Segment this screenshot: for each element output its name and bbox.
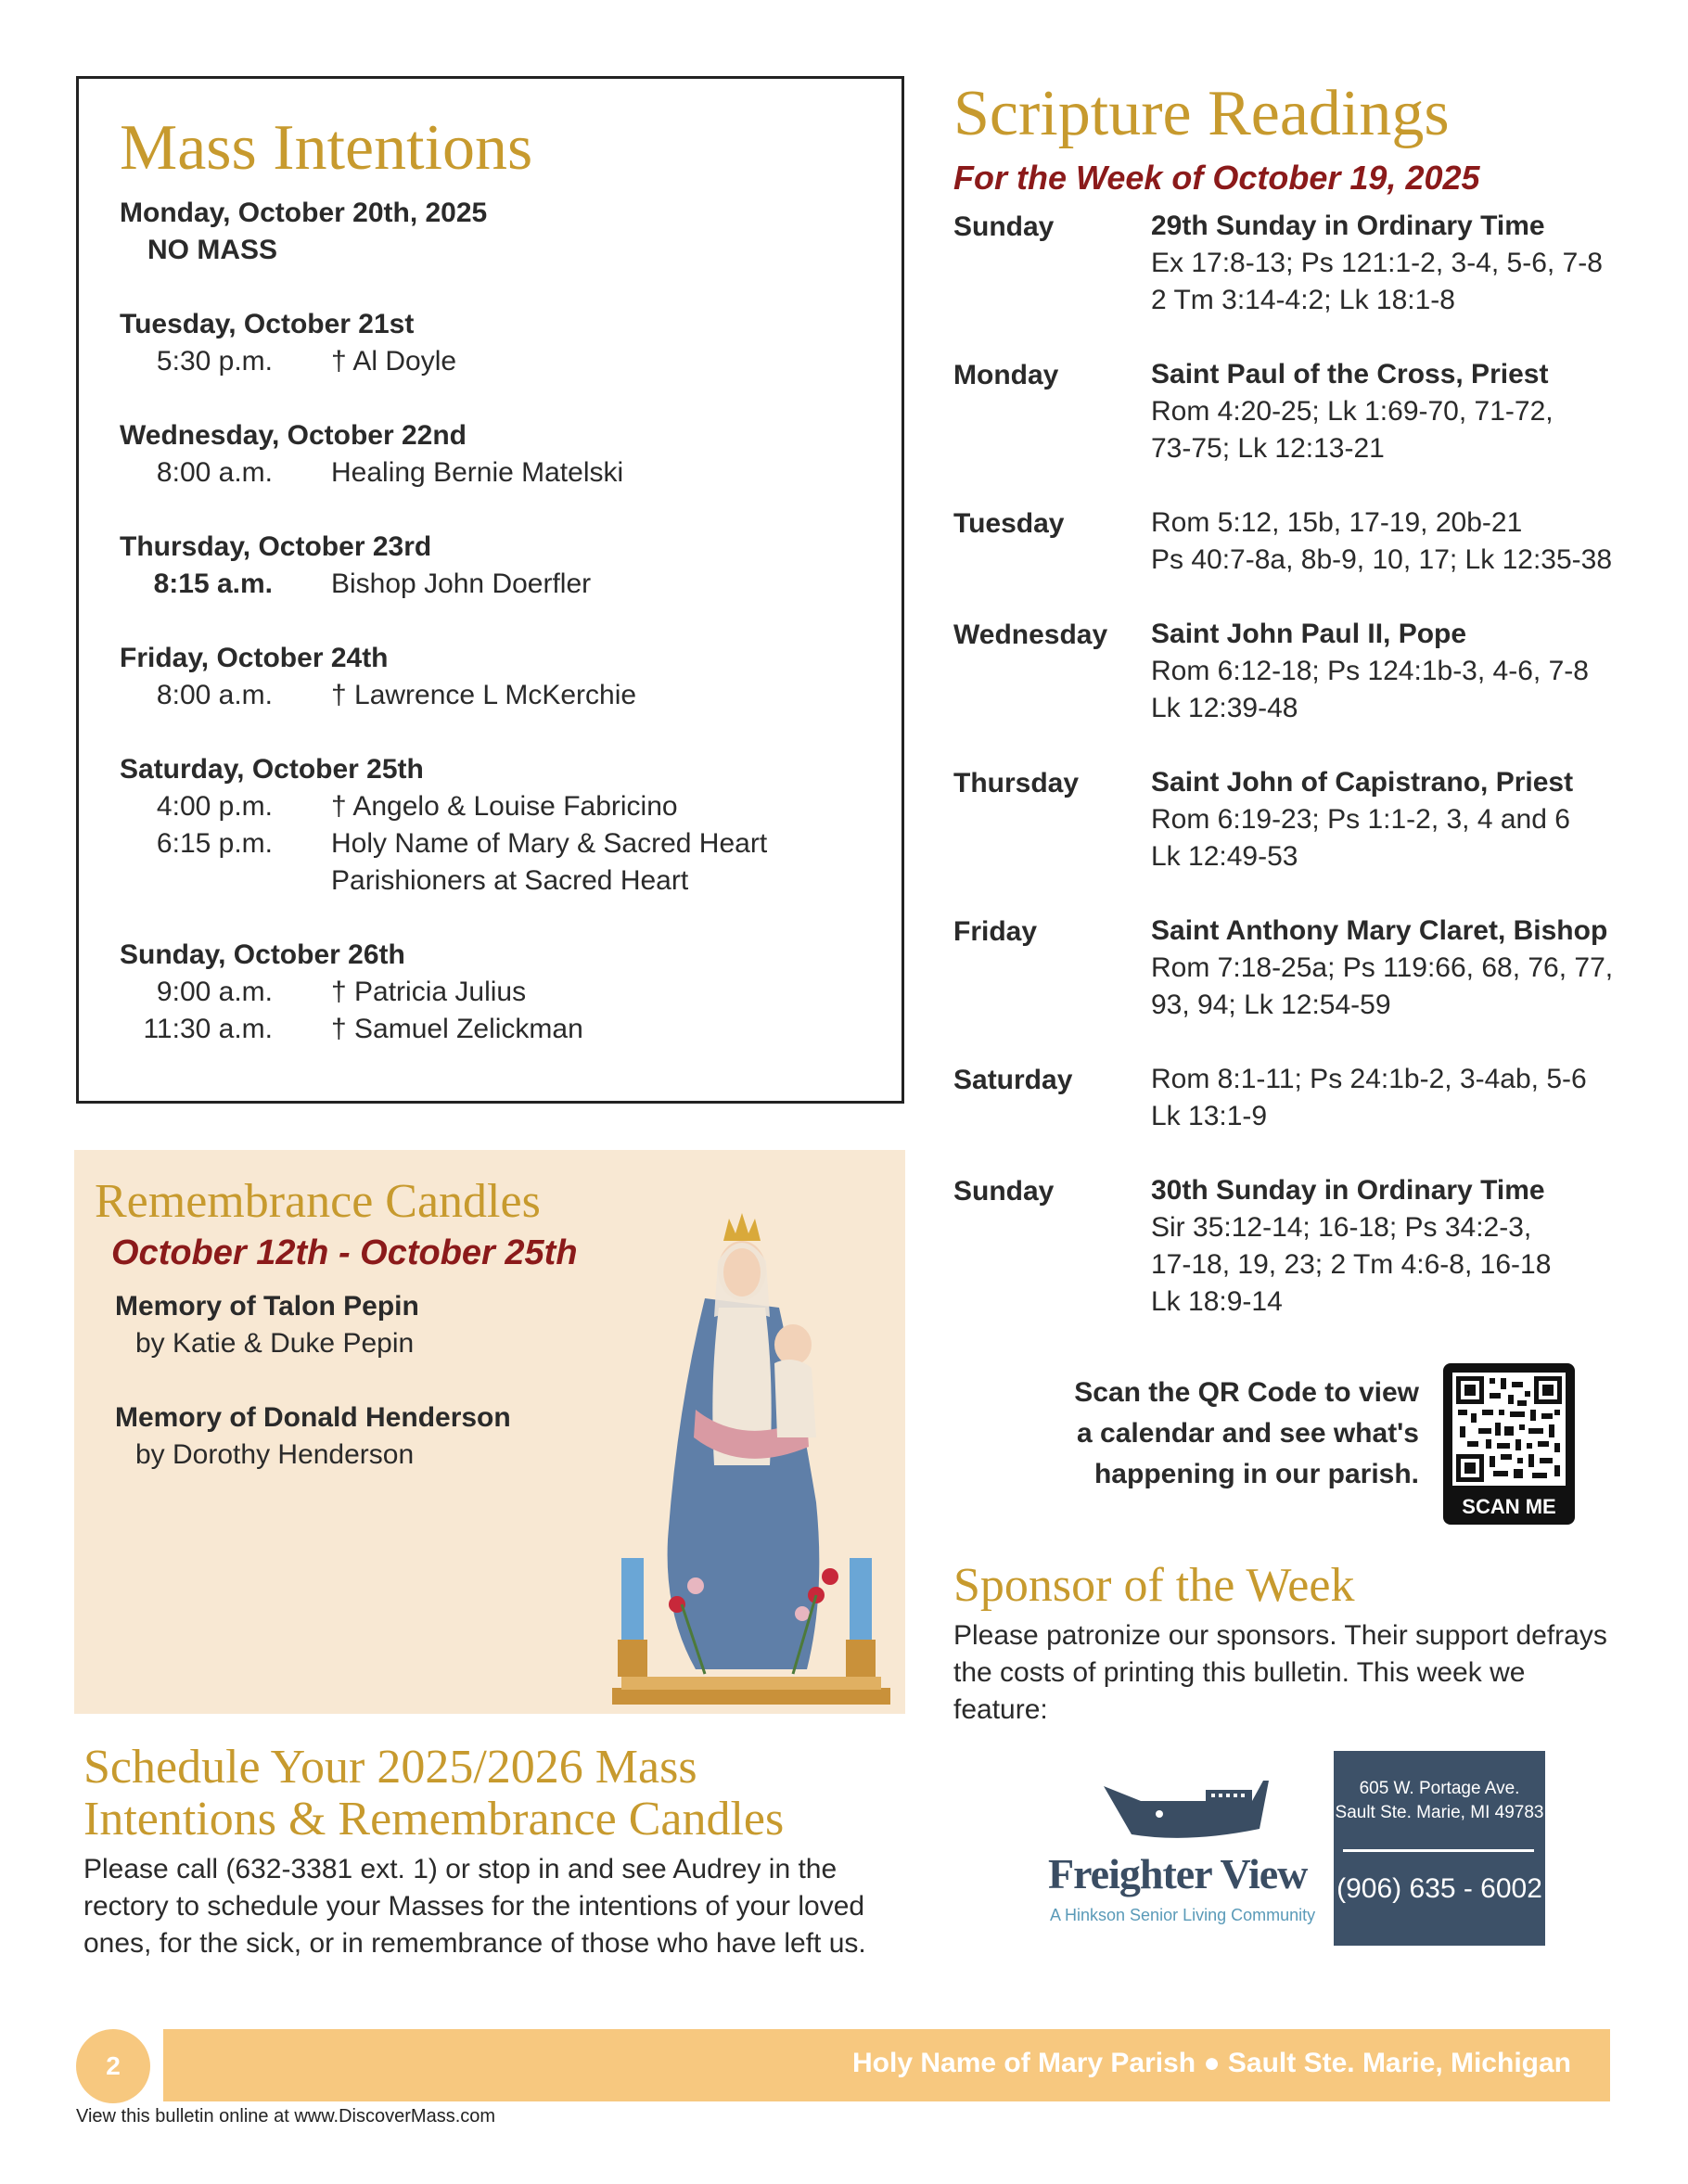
mass-intention: † Patricia Julius bbox=[331, 977, 527, 1007]
schedule-title-line1: Schedule Your 2025/2026 Mass bbox=[83, 1741, 697, 1794]
mass-day-label: Sunday, October 26th bbox=[120, 939, 405, 970]
scripture-day: Wednesday bbox=[953, 619, 1108, 650]
mass-intention: † Angelo & Louise Fabricino bbox=[331, 791, 678, 822]
scripture-feast: Saint John Paul II, Pope bbox=[1151, 619, 1467, 649]
scripture-reading: Lk 18:9-14 bbox=[1151, 1286, 1283, 1317]
mass-intentions-title: Mass Intentions bbox=[120, 112, 533, 184]
scripture-reading: Ps 40:7-8a, 8b-9, 10, 17; Lk 12:35-38 bbox=[1151, 544, 1613, 575]
scripture-reading: 93, 94; Lk 12:54-59 bbox=[1151, 990, 1391, 1020]
candle-memory-name: Memory of Donald Henderson bbox=[115, 1402, 511, 1433]
mass-time: 9:00 a.m. bbox=[156, 977, 273, 1007]
mass-day-label: Saturday, October 25th bbox=[120, 754, 424, 785]
footer-bar bbox=[163, 2029, 1610, 2101]
scripture-feast: 29th Sunday in Ordinary Time bbox=[1151, 211, 1545, 241]
mass-intention: † Al Doyle bbox=[331, 346, 457, 377]
scripture-reading: Lk 12:49-53 bbox=[1151, 841, 1298, 872]
mass-time: 8:15 a.m. bbox=[153, 568, 273, 599]
mass-intention: Holy Name of Mary & Sacred Heart bbox=[331, 828, 768, 859]
scripture-reading: Sir 35:12-14; 16-18; Ps 34:2-3, bbox=[1151, 1212, 1532, 1243]
scripture-day: Monday bbox=[953, 360, 1059, 390]
scripture-entry bbox=[1151, 356, 1652, 467]
scripture-reading: Rom 4:20-25; Lk 1:69-70, 71-72, bbox=[1151, 396, 1554, 427]
scripture-reading: Rom 6:12-18; Ps 124:1b-3, 4-6, 7-8 bbox=[1151, 656, 1589, 686]
sponsor-body: Please patronize our sponsors. Their support defrays the costs of printing this bulletin. This week we feature: bbox=[953, 1620, 1607, 1725]
schedule-title-line2: Intentions & Remembrance Candles bbox=[83, 1793, 785, 1846]
sponsor-contact-panel bbox=[1334, 1751, 1545, 1946]
sponsor-brand: Freighter View bbox=[1048, 1850, 1308, 1897]
mass-day-label: Thursday, October 23rd bbox=[120, 531, 432, 562]
candle-memory-by: by Katie & Duke Pepin bbox=[135, 1328, 415, 1359]
qr-caption-line: a calendar and see what's bbox=[1077, 1418, 1419, 1449]
sponsor-tagline: A Hinkson Senior Living Community bbox=[1050, 1906, 1316, 1924]
ship-icon bbox=[1104, 1773, 1271, 1847]
mass-intention: † Lawrence L McKerchie bbox=[331, 680, 637, 710]
mass-day-note: NO MASS bbox=[147, 235, 278, 265]
scripture-reading: 17-18, 19, 23; 2 Tm 4:6-8, 16-18 bbox=[1151, 1249, 1552, 1280]
mass-day-label: Monday, October 20th, 2025 bbox=[120, 198, 488, 228]
sponsor-title: Sponsor of the Week bbox=[953, 1559, 1355, 1612]
scripture-reading: Rom 5:12, 15b, 17-19, 20b-21 bbox=[1151, 507, 1523, 538]
scripture-title: Scripture Readings bbox=[953, 78, 1450, 149]
scripture-reading: Rom 8:1-11; Ps 24:1b-2, 3-4ab, 5-6 bbox=[1151, 1064, 1587, 1094]
mass-time: 4:00 p.m. bbox=[156, 791, 273, 822]
qr-code-icon bbox=[1452, 1373, 1566, 1486]
scripture-day: Tuesday bbox=[953, 508, 1065, 539]
scripture-day: Thursday bbox=[953, 768, 1080, 798]
scripture-entry bbox=[1151, 504, 1652, 579]
scripture-reading: 2 Tm 3:14-4:2; Lk 18:1-8 bbox=[1151, 285, 1455, 315]
schedule-body: Please call (632-3381 ext. 1) or stop in and see Audrey in the rectory to schedule your Masses for the intentions of your loved ones, for the sick, or in remembrance of those who have left us. bbox=[83, 1854, 866, 1959]
scripture-reading: Lk 13:1-9 bbox=[1151, 1101, 1268, 1131]
footer-parish: Holy Name of Mary Parish ● Sault Ste. Marie, Michigan bbox=[852, 2048, 1571, 2078]
mass-intention: † Samuel Zelickman bbox=[331, 1014, 583, 1044]
mass-intention: Healing Bernie Matelski bbox=[331, 457, 624, 488]
mass-day-label: Friday, October 24th bbox=[120, 643, 389, 673]
candle-memory-by: by Dorothy Henderson bbox=[135, 1439, 415, 1470]
qr-scan-label: SCAN ME bbox=[1462, 1495, 1556, 1518]
scripture-entry bbox=[1151, 616, 1652, 727]
mass-day-label: Wednesday, October 22nd bbox=[120, 420, 467, 451]
scripture-reading: Lk 12:39-48 bbox=[1151, 693, 1298, 723]
mass-intentions-box bbox=[76, 76, 904, 1104]
qr-code[interactable] bbox=[1443, 1363, 1575, 1525]
sponsor-ad-logo[interactable] bbox=[1039, 1768, 1337, 1935]
sponsor-phone: (906) 635 - 6002 bbox=[1336, 1873, 1542, 1904]
mass-intention-cont: Parishioners at Sacred Heart bbox=[331, 865, 689, 896]
candle-memory-name: Memory of Talon Pepin bbox=[115, 1291, 419, 1322]
scripture-entry bbox=[1151, 208, 1652, 319]
qr-caption-line: happening in our parish. bbox=[1093, 1459, 1419, 1489]
remembrance-title: Remembrance Candles bbox=[95, 1175, 541, 1228]
qr-caption bbox=[1048, 1373, 1419, 1495]
sponsor-address bbox=[1334, 1777, 1545, 1825]
scripture-reading: 73-75; Lk 12:13-21 bbox=[1151, 433, 1385, 464]
scripture-reading: Ex 17:8-13; Ps 121:1-2, 3-4, 5-6, 7-8 bbox=[1151, 248, 1603, 278]
scripture-feast: Saint John of Capistrano, Priest bbox=[1151, 767, 1574, 798]
mass-time: 6:15 p.m. bbox=[156, 828, 273, 859]
mass-time: 8:00 a.m. bbox=[156, 680, 273, 710]
scripture-reading: Rom 7:18-25a; Ps 119:66, 68, 76, 77, bbox=[1151, 952, 1614, 983]
sponsor-address-line: 605 W. Portage Ave. bbox=[1359, 1779, 1520, 1798]
scripture-day: Sunday bbox=[953, 1176, 1055, 1207]
online-link-text: View this bulletin online at www.DiscoverMass.com bbox=[76, 2106, 496, 2127]
scripture-week: For the Week of October 19, 2025 bbox=[953, 159, 1480, 197]
qr-caption-line: Scan the QR Code to view bbox=[1074, 1377, 1419, 1408]
mass-time: 11:30 a.m. bbox=[143, 1014, 273, 1044]
sponsor-address-line: Sault Ste. Marie, MI 49783 bbox=[1335, 1803, 1544, 1822]
scripture-feast: Saint Anthony Mary Claret, Bishop bbox=[1151, 915, 1608, 946]
sponsor-divider bbox=[1343, 1849, 1534, 1852]
scripture-day: Saturday bbox=[953, 1065, 1073, 1095]
scripture-day: Friday bbox=[953, 916, 1038, 947]
scripture-entry bbox=[1151, 1061, 1652, 1135]
madonna-statue-image bbox=[594, 1169, 905, 1714]
mass-time: 8:00 a.m. bbox=[156, 457, 273, 488]
scripture-feast: Saint Paul of the Cross, Priest bbox=[1151, 359, 1549, 390]
scripture-reading: Rom 6:19-23; Ps 1:1-2, 3, 4 and 6 bbox=[1151, 804, 1570, 835]
schedule-title bbox=[83, 1742, 784, 1846]
remembrance-dates: October 12th - October 25th bbox=[111, 1233, 578, 1272]
scripture-entry bbox=[1151, 913, 1652, 1024]
scripture-entry bbox=[1151, 1172, 1652, 1321]
mass-time: 5:30 p.m. bbox=[156, 346, 273, 377]
mass-day-label: Tuesday, October 21st bbox=[120, 309, 415, 339]
scripture-day: Sunday bbox=[953, 211, 1055, 242]
remembrance-candles-panel bbox=[74, 1150, 905, 1714]
scripture-feast: 30th Sunday in Ordinary Time bbox=[1151, 1175, 1545, 1206]
page-number: 2 bbox=[76, 2029, 150, 2103]
mass-intention: Bishop John Doerfler bbox=[331, 568, 592, 599]
scripture-entry bbox=[1151, 764, 1652, 875]
